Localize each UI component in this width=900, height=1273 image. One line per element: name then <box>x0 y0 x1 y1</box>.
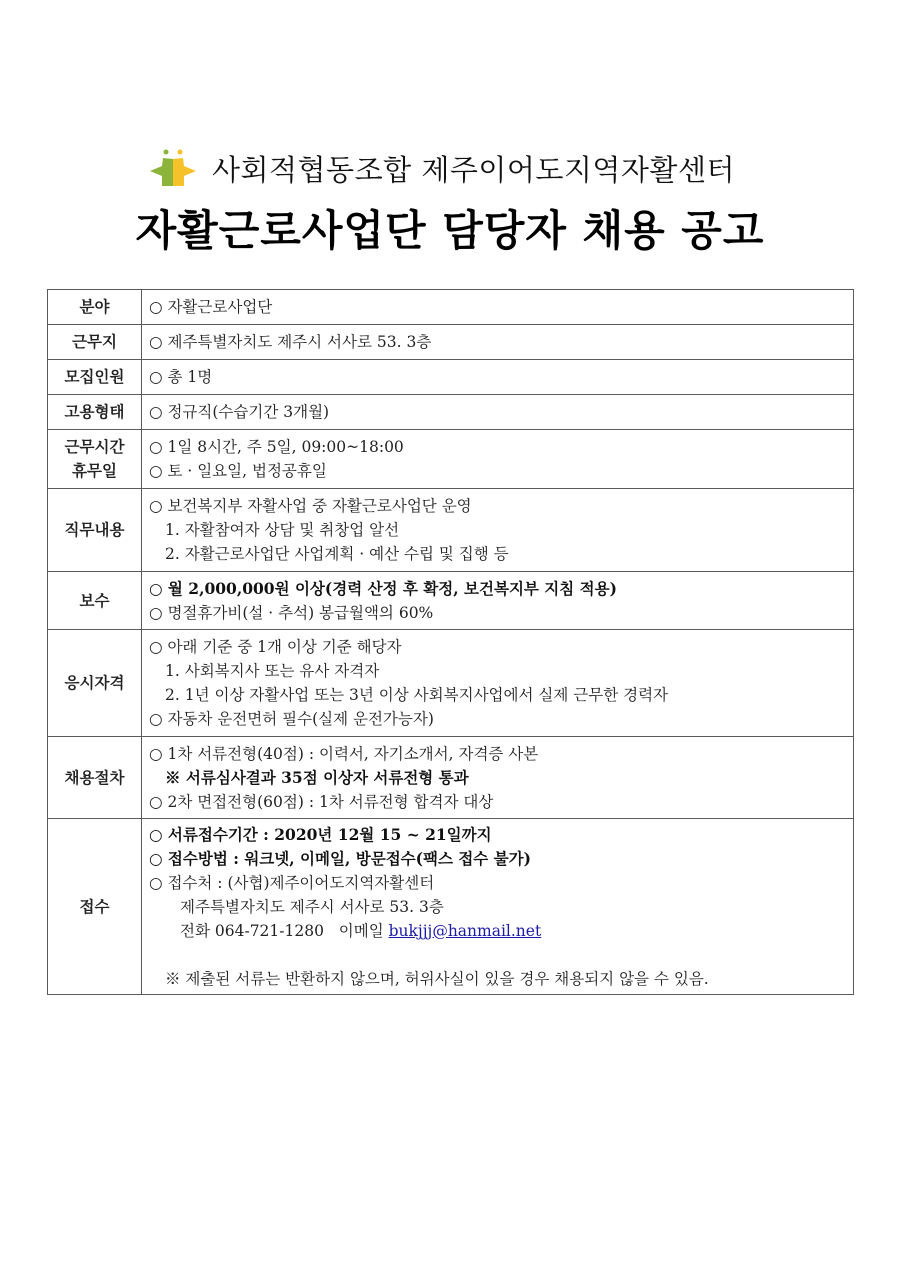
content-line: ※ 서류심사결과 35점 이상자 서류전형 통과 <box>165 767 469 787</box>
notice-text: ※ 제출된 서류는 반환하지 않으며, 허위사실이 있을 경우 채용되지 않을 수 있음. <box>165 969 709 988</box>
row-label: 분야 <box>48 290 142 325</box>
content-line: ○ 자활근로사업단 <box>149 298 273 316</box>
table-row-salary <box>48 572 854 630</box>
row-content <box>142 430 854 489</box>
table-row-field <box>48 290 854 325</box>
row-content <box>142 737 854 819</box>
table-row-duties <box>48 489 854 572</box>
table-row-employment-type <box>48 395 854 430</box>
table-row-headcount <box>48 360 854 395</box>
row-label: 직무내용 <box>48 489 142 572</box>
content-line: 2. 자활근로사업단 사업계획 · 예산 수립 및 집행 등 <box>165 545 509 563</box>
row-content <box>142 395 854 430</box>
content-line: 2. 1년 이상 자활사업 또는 3년 이상 사회복지사업에서 실제 근무한 경력자 <box>165 686 669 704</box>
table-row-hiring-process <box>48 737 854 819</box>
content-line: ○ 접수방법 : 워크넷, 이메일, 방문접수(팩스 접수 불가) <box>149 848 531 868</box>
row-content <box>142 360 854 395</box>
row-content <box>142 290 854 325</box>
content-line: ○ 정규직(수습기간 3개월) <box>149 403 330 421</box>
content-line: ○ 명절휴가비(설 · 추석) 봉급월액의 60% <box>149 603 434 622</box>
table-row-application <box>48 819 854 995</box>
table-row-workplace <box>48 325 854 360</box>
content-line: 1. 사회복지사 또는 유사 자격자 <box>165 662 380 680</box>
row-label: 보수 <box>48 572 142 630</box>
table-row-work-hours <box>48 430 854 489</box>
content-line: ○ 2차 면접전형(60점) : 1차 서류전형 합격자 대상 <box>149 792 494 811</box>
row-label: 근무지 <box>48 325 142 360</box>
row-label: 접수 <box>48 819 142 995</box>
row-content <box>142 572 854 630</box>
content-line: ○ 월 2,000,000원 이상(경력 산정 후 확정, 보건복지부 지침 적용) <box>149 578 617 598</box>
label-line: 근무시간 <box>64 438 125 456</box>
content-line: 제주특별자치도 제주시 서사로 53. 3층 <box>180 897 444 916</box>
content-line: ○ 1일 8시간, 주 5일, 09:00~18:00 <box>149 438 404 456</box>
organization-header <box>148 146 735 190</box>
page-title: 자활근로사업단 담당자 채용 공고 <box>135 206 765 255</box>
content-line: ○ 보건복지부 자활사업 중 자활근로사업단 운영 <box>149 497 472 515</box>
label-line: 휴무일 <box>72 462 117 480</box>
row-label: 고용형태 <box>48 395 142 430</box>
content-line: ○ 아래 기준 중 1개 이상 기준 해당자 <box>149 638 402 656</box>
content-line: ○ 자동차 운전면허 필수(실제 운전가능자) <box>149 710 434 728</box>
content-line: ○ 토 · 일요일, 법정공휴일 <box>149 462 327 480</box>
row-content <box>142 489 854 572</box>
content-line: 1. 자활참여자 상담 및 취창업 알선 <box>165 521 400 539</box>
content-line: ○ 제주특별자치도 제주시 서사로 53. 3층 <box>149 333 432 351</box>
table-row-qualifications <box>48 630 854 737</box>
content-line: ○ 서류접수기간 : 2020년 12월 15 ~ 21일까지 <box>149 824 492 844</box>
phone-text: 전화 064-721-1280 <box>180 921 324 940</box>
row-label <box>48 430 142 489</box>
content-line: ○ 총 1명 <box>149 368 213 386</box>
sprout-logo-icon <box>148 146 198 190</box>
organization-name: 사회적협동조합 제주이어도지역자활센터 <box>212 152 735 187</box>
spacer <box>149 943 853 967</box>
row-content <box>142 325 854 360</box>
row-label: 채용절차 <box>48 737 142 819</box>
row-content <box>142 630 854 737</box>
row-content <box>142 819 854 995</box>
content-line: ○ 접수처 : (사협)제주이어도지역자활센터 <box>149 873 435 892</box>
content-line: ○ 1차 서류전형(40점) : 이력서, 자기소개서, 자격증 사본 <box>149 744 539 763</box>
job-posting-table <box>47 289 854 995</box>
email-label: 이메일 <box>338 921 384 940</box>
row-label: 모집인원 <box>48 360 142 395</box>
row-label: 응시자격 <box>48 630 142 737</box>
email-link[interactable]: bukjjj@hanmail.net <box>388 921 542 940</box>
contact-line <box>149 919 853 943</box>
